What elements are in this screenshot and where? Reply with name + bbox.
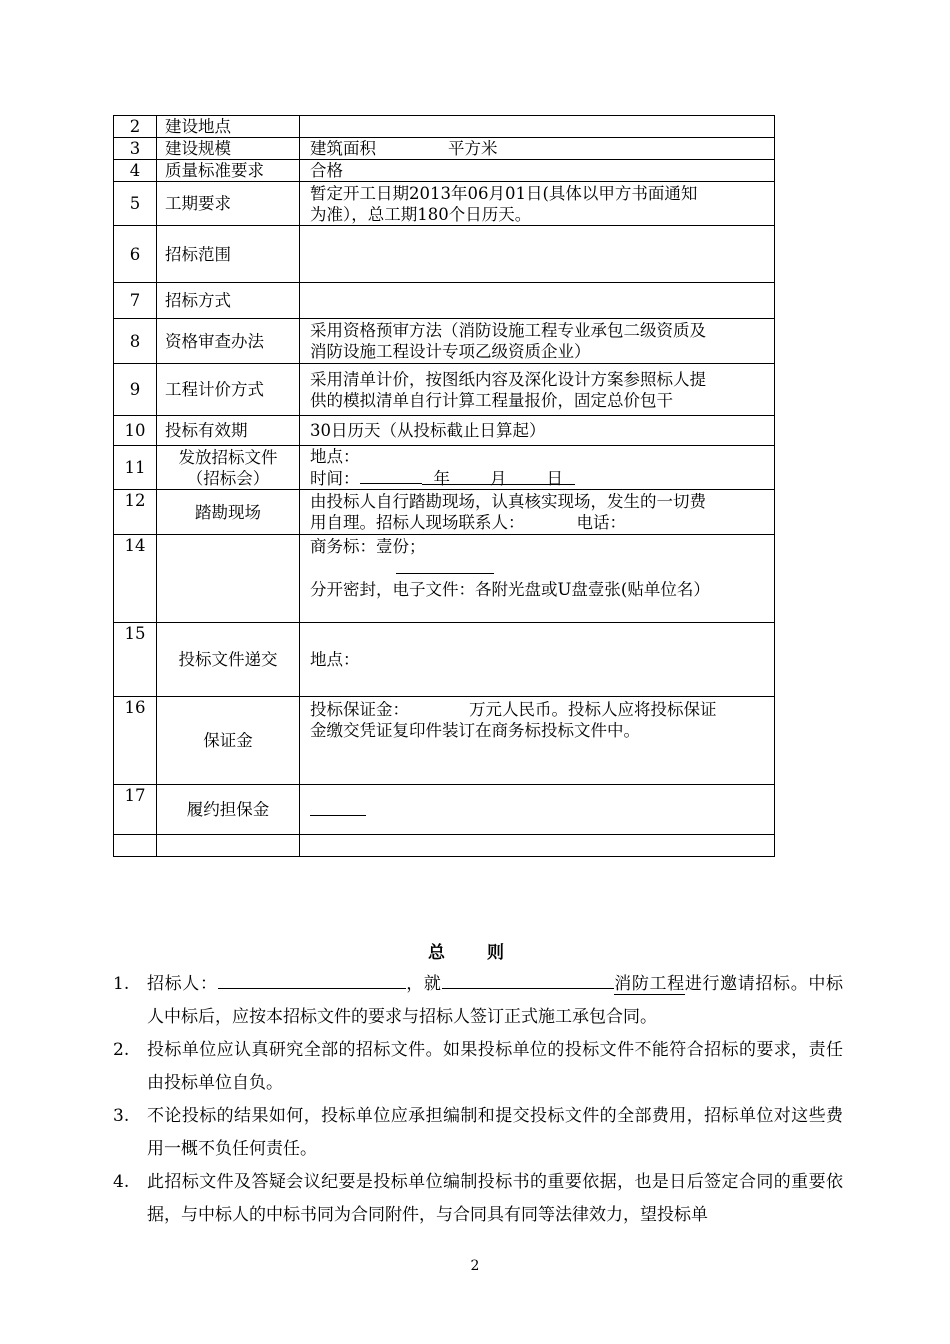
general-clauses [113, 968, 843, 1232]
row-number: 17 [114, 785, 157, 835]
table-row [114, 535, 775, 623]
row-label: 质量标准要求 [157, 160, 300, 182]
row-label: 资格审查办法 [157, 319, 300, 364]
table-row [114, 364, 775, 416]
row-number: 5 [114, 182, 157, 226]
blank-line [454, 557, 494, 574]
row-label: 工期要求 [157, 182, 300, 226]
row-number: 9 [114, 364, 157, 416]
row-number: 10 [114, 416, 157, 446]
table-row [114, 490, 775, 535]
row-value [300, 226, 775, 283]
table-row [114, 226, 775, 283]
row-value: 采用清单计价，按图纸内容及深化设计方案参照标人提 供的模拟清单自行计算工程量报价，固定总价包干 [300, 364, 775, 416]
blank-line [310, 799, 366, 816]
section-title: 总 则 [428, 943, 522, 963]
table-row [114, 785, 775, 835]
row-number: 2 [114, 116, 157, 138]
tender-info-table [113, 115, 775, 857]
row-label: 工程计价方式 [157, 364, 300, 416]
row-label: 发放招标文件 （招标会） [157, 446, 300, 490]
blank-line [360, 467, 422, 484]
row-value: 由投标人自行踏勘现场，认真核实现场，发生的一切费 用自理。招标人现场联系人： 电话： [300, 490, 775, 535]
row-number: 14 [114, 535, 157, 623]
row-value: 合格 [300, 160, 775, 182]
row-number: 12 [114, 490, 157, 535]
row-value [300, 116, 775, 138]
list-item: 1. 招标人： ，就 消防工程进行邀请招标。中标人中标后，应按本招标文件的要求与招标人签订正式施工承包合同。 [113, 968, 843, 1034]
table-row [114, 319, 775, 364]
row-number: 11 [114, 446, 157, 490]
table-row [114, 116, 775, 138]
row-label: 投标文件递交 [157, 623, 300, 697]
row-value: 暂定开工日期2013年06月01日(具体以甲方书面通知 为准），总工期180个日历天。 [300, 182, 775, 226]
row-number: 6 [114, 226, 157, 283]
list-item: 4. 此招标文件及答疑会议纪要是投标单位编制投标书的重要依据，也是日后签定合同的重要依据，与中标人的中标书同为合同附件，与合同具有同等法律效力，望投标单 [113, 1166, 843, 1232]
row-value [300, 785, 775, 835]
row-number: 16 [114, 697, 157, 785]
underlined-text: 消防工程 [613, 974, 685, 994]
table-row [114, 160, 775, 182]
row-label [157, 835, 300, 857]
row-value: 地点： 时间： 年 月 日 [300, 446, 775, 490]
table-row [114, 623, 775, 697]
row-value: 商务标：壹份； 分开密封，电子文件：各附光盘或U盘壹张(贴单位名） [300, 535, 775, 623]
row-label: 建设规模 [157, 138, 300, 160]
table-row [114, 138, 775, 160]
page-number: 2 [470, 1258, 480, 1274]
clause-number: 4. [113, 1172, 130, 1192]
row-value: 采用资格预审方法（消防设施工程专业承包二级资质及 消防设施工程设计专项乙级资质企业） [300, 319, 775, 364]
blank-line: 月 [490, 468, 547, 485]
row-label: 履约担保金 [157, 785, 300, 835]
row-value [300, 835, 775, 857]
table-row [114, 182, 775, 226]
row-label [157, 535, 300, 623]
list-item: 3. 不论投标的结果如何，投标单位应承担编制和提交投标文件的全部费用，招标单位对这些费用一概不负任何责任。 [113, 1100, 843, 1166]
blank-line [442, 970, 614, 989]
row-label: 保证金 [157, 697, 300, 785]
table-row [114, 835, 775, 857]
blank-line [396, 557, 454, 574]
row-label: 建设地点 [157, 116, 300, 138]
table-row [114, 416, 775, 446]
row-value [300, 138, 775, 160]
row-number: 7 [114, 283, 157, 319]
row-number: 15 [114, 623, 157, 697]
area-unit: 平方米 [448, 139, 498, 158]
row-value: 30日历天（从投标截止日算起） [300, 416, 775, 446]
row-label: 招标范围 [157, 226, 300, 283]
row-label: 投标有效期 [157, 416, 300, 446]
row-label: 招标方式 [157, 283, 300, 319]
row-number: 3 [114, 138, 157, 160]
blank-line: 日 [547, 468, 576, 485]
row-number [114, 835, 157, 857]
row-number: 8 [114, 319, 157, 364]
clause-number: 3. [113, 1106, 130, 1126]
table-row [114, 283, 775, 319]
blank-line [218, 970, 406, 989]
row-value: 地点： [300, 623, 775, 697]
table-row [114, 697, 775, 785]
row-value: 投标保证金： 万元人民币。投标人应将投标保证 金缴交凭证复印件装订在商务标投标文件中。 [300, 697, 775, 785]
row-value [300, 283, 775, 319]
blank-line: 年 [422, 468, 491, 485]
row-label: 踏勘现场 [157, 490, 300, 535]
list-item: 2. 投标单位应认真研究全部的招标文件。如果投标单位的投标文件不能符合招标的要求，责任由投标单位自负。 [113, 1034, 843, 1100]
area-label: 建筑面积 [310, 139, 376, 158]
table-row [114, 446, 775, 490]
row-number: 4 [114, 160, 157, 182]
clause-number: 1. [113, 974, 130, 994]
clause-number: 2. [113, 1040, 130, 1060]
